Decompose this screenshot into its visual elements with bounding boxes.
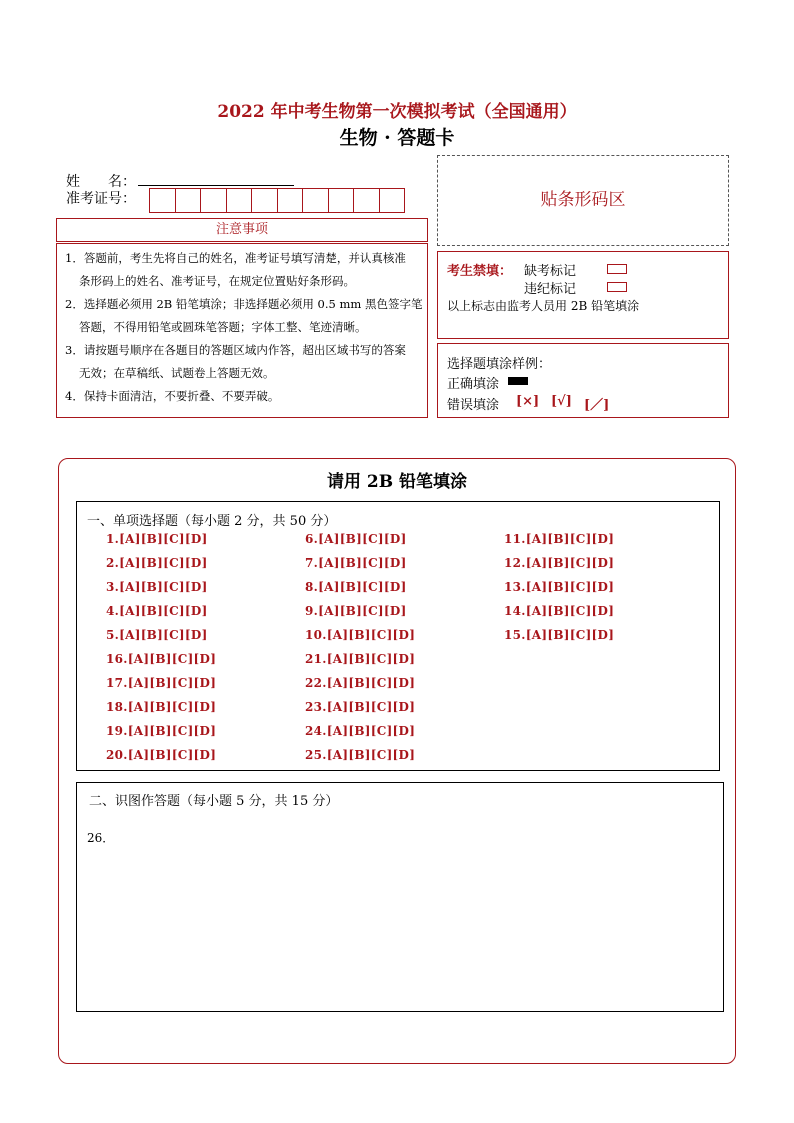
id-number-boxes[interactable] bbox=[150, 188, 405, 213]
notice-box bbox=[56, 243, 428, 418]
question-20-options[interactable]: 20.[A][B][C][D] bbox=[106, 748, 217, 762]
question-14-options[interactable]: 14.[A][B][C][D] bbox=[504, 604, 615, 618]
notice-heading: 注意事项 bbox=[56, 218, 428, 242]
question-1-options[interactable]: 1.[A][B][C][D] bbox=[106, 532, 208, 546]
notice-line: 3．请按题号顺序在各题目的答题区域内作答，超出区域书写的答案 bbox=[65, 343, 406, 357]
wrong-mark-check: [√] bbox=[551, 394, 572, 409]
id-digit-box[interactable] bbox=[328, 188, 355, 213]
question-15-options[interactable]: 15.[A][B][C][D] bbox=[504, 628, 615, 642]
exam-title: 2022 年中考生物第一次模拟考试（全国通用） bbox=[217, 102, 577, 122]
correct-fill-mark bbox=[508, 377, 528, 385]
question-22-options[interactable]: 22.[A][B][C][D] bbox=[305, 676, 416, 690]
question-21-options[interactable]: 21.[A][B][C][D] bbox=[305, 652, 416, 666]
fill-sample-box bbox=[437, 343, 729, 418]
question-5-options[interactable]: 5.[A][B][C][D] bbox=[106, 628, 208, 642]
question-3-options[interactable]: 3.[A][B][C][D] bbox=[106, 580, 208, 594]
name-label: 姓 名： bbox=[66, 174, 136, 190]
sample-title: 选择题填涂样例： bbox=[447, 357, 552, 372]
question-10-options[interactable]: 10.[A][B][C][D] bbox=[305, 628, 416, 642]
question-7-options[interactable]: 7.[A][B][C][D] bbox=[305, 556, 407, 570]
question-18-options[interactable]: 18.[A][B][C][D] bbox=[106, 700, 217, 714]
question-26-label: 26． bbox=[87, 831, 115, 845]
question-25-options[interactable]: 25.[A][B][C][D] bbox=[305, 748, 416, 762]
absent-mark-box[interactable] bbox=[607, 264, 627, 274]
notice-line: 1．答题前，考生先将自己的姓名，准考证号填写清楚，并认真核准 bbox=[65, 251, 406, 265]
question-19-options[interactable]: 19.[A][B][C][D] bbox=[106, 724, 217, 738]
answer-area-title: 请用 2B 铅笔填涂 bbox=[326, 472, 468, 492]
absent-mark-label: 缺考标记 bbox=[524, 264, 577, 279]
question-9-options[interactable]: 9.[A][B][C][D] bbox=[305, 604, 407, 618]
question-13-options[interactable]: 13.[A][B][C][D] bbox=[504, 580, 615, 594]
id-digit-box[interactable] bbox=[226, 188, 253, 213]
forbid-label: 考生禁填： bbox=[447, 264, 513, 279]
violation-mark-box[interactable] bbox=[607, 282, 627, 292]
section-figure-answer bbox=[76, 782, 724, 1012]
section-multiple-choice bbox=[76, 501, 720, 771]
correct-fill-label: 正确填涂 bbox=[447, 377, 500, 392]
wrong-fill-label: 错误填涂 bbox=[447, 398, 500, 413]
id-digit-box[interactable] bbox=[302, 188, 329, 213]
question-12-options[interactable]: 12.[A][B][C][D] bbox=[504, 556, 615, 570]
question-8-options[interactable]: 8.[A][B][C][D] bbox=[305, 580, 407, 594]
id-digit-box[interactable] bbox=[277, 188, 304, 213]
wrong-mark-slash: [／] bbox=[584, 398, 610, 413]
question-2-options[interactable]: 2.[A][B][C][D] bbox=[106, 556, 208, 570]
section1-title: 一、单项选择题（每小题 2 分，共 50 分） bbox=[87, 514, 337, 529]
id-digit-box[interactable] bbox=[200, 188, 227, 213]
section2-title: 二、识图作答题（每小题 5 分，共 15 分） bbox=[89, 794, 339, 809]
notice-line: 答题，不得用铅笔或圆珠笔答题；字体工整、笔迹清晰。 bbox=[79, 320, 367, 334]
notice-line: 条形码上的姓名、准考证号，在规定位置贴好条形码。 bbox=[79, 274, 355, 288]
id-digit-box[interactable] bbox=[251, 188, 278, 213]
examiner-only-box bbox=[437, 251, 729, 339]
notice-line: 2．选择题必须用 2B 铅笔填涂；非选择题必须用 0.5 mm 黑色签字笔 bbox=[65, 297, 423, 311]
name-field[interactable] bbox=[138, 185, 294, 186]
barcode-area: 贴条形码区 bbox=[437, 155, 729, 246]
violation-mark-label: 违纪标记 bbox=[524, 282, 577, 297]
id-digit-box[interactable] bbox=[149, 188, 176, 213]
question-6-options[interactable]: 6.[A][B][C][D] bbox=[305, 532, 407, 546]
id-digit-box[interactable] bbox=[353, 188, 380, 213]
card-subtitle: 生物 · 答题卡 bbox=[339, 127, 455, 149]
question-11-options[interactable]: 11.[A][B][C][D] bbox=[504, 532, 615, 546]
question-4-options[interactable]: 4.[A][B][C][D] bbox=[106, 604, 208, 618]
question-16-options[interactable]: 16.[A][B][C][D] bbox=[106, 652, 217, 666]
notice-line: 4．保持卡面清洁，不要折叠、不要弄破。 bbox=[65, 389, 280, 403]
question-23-options[interactable]: 23.[A][B][C][D] bbox=[305, 700, 416, 714]
id-digit-box[interactable] bbox=[175, 188, 202, 213]
id-label: 准考证号： bbox=[66, 191, 136, 207]
answer-area bbox=[58, 458, 736, 1064]
question-24-options[interactable]: 24.[A][B][C][D] bbox=[305, 724, 416, 738]
question-17-options[interactable]: 17.[A][B][C][D] bbox=[106, 676, 217, 690]
id-digit-box[interactable] bbox=[379, 188, 406, 213]
forbid-note: 以上标志由监考人员用 2B 铅笔填涂 bbox=[447, 299, 640, 313]
notice-line: 无效；在草稿纸、试题卷上答题无效。 bbox=[79, 366, 275, 380]
wrong-mark-x: [×] bbox=[516, 394, 540, 409]
